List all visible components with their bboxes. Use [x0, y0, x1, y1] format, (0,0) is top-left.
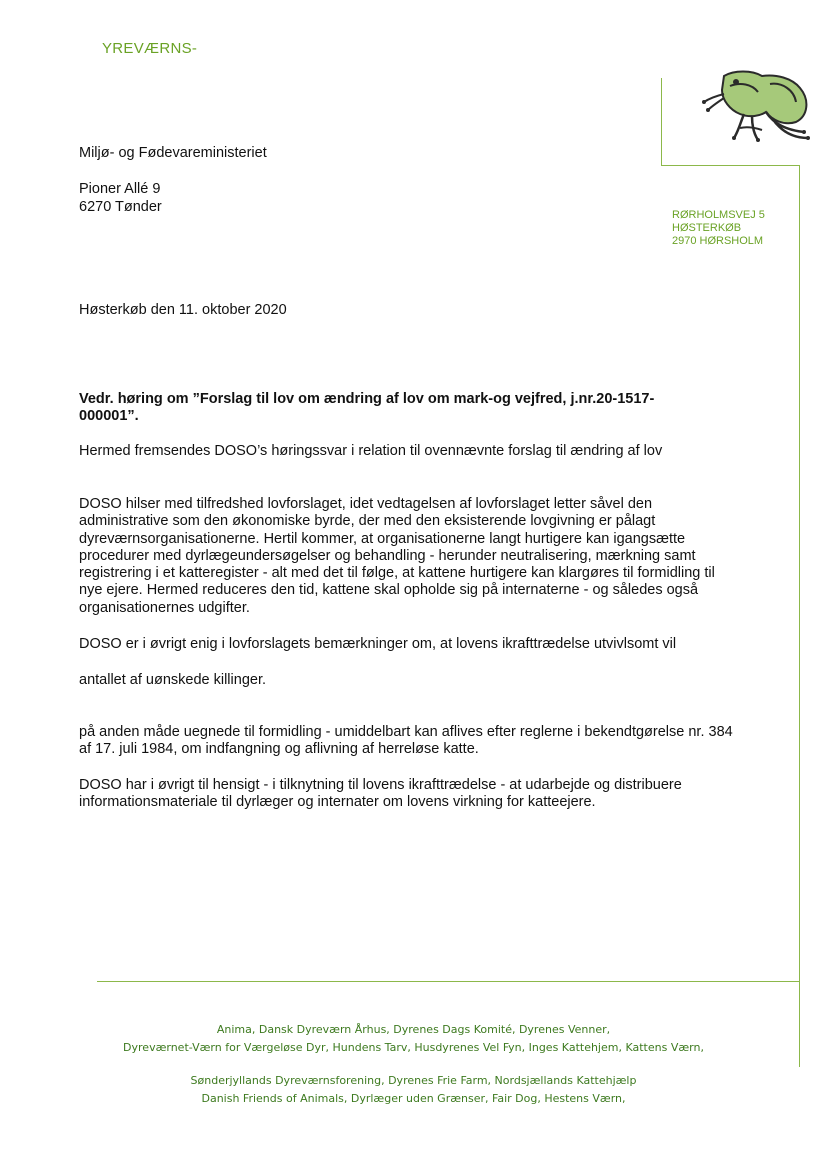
body-paragraph-3: antallet af uønskede killinger.	[79, 672, 266, 688]
footer-members	[0, 1021, 827, 1057]
letter-subject: Vedr. høring om ”Forslag til lov om ændring af lov om mark-og vejfred, j.nr.20-1517-000001”.	[79, 391, 655, 424]
frame-line-bottom	[97, 981, 800, 982]
frame-line-top-vertical	[661, 78, 662, 166]
body-paragraph-1: DOSO hilser med tilfredshed lovforslaget, idet vedtagelsen af lovforslaget letter såvel den administrative som den økonomiske byrde, der med den eksisterende lovgivning er pålagt dyreværnsorganisationerne. Hertil kommer, at organisationerne langt hurtigere kan igangsætte procedurer med dyrlægeundersøgelser og behandling - herunder neutralisering, mærkning samt registrering i et katteregister - alt med det til følge, at kattene hurtigere kan klargøres til formidling til nye ejere. Hermed reduceres den tid, kattene skal opholde sig på internaterne - og således også organisationernes udgifter.	[79, 496, 715, 616]
sender-town: HØSTERKØB	[672, 222, 742, 234]
footer-line-4: Danish Friends of Animals, Dyrlæger uden Grænser, Fair Dog, Hestens Værn,	[201, 1092, 626, 1105]
body-paragraph-5: DOSO har i øvrigt til hensigt - i tilknytning til lovens ikrafttrædelse - at udarbejde og distribuere informationsmateriale til dyrlæger og internater om lovens virkning for katteejere.	[79, 777, 682, 811]
brand-name: YREVÆRNS-	[102, 40, 198, 57]
sender-postcode: 2970 HØRSHOLM	[672, 235, 764, 247]
body-paragraph-4: på anden måde uegnede til formidling - umiddelbart kan aflives efter reglerne i bekendtgørelse nr. 384 af 17. juli 1984, om indfangning og aflivning af herreløse katte.	[79, 724, 733, 758]
recipient-street: Pioner Allé 9	[79, 181, 161, 197]
recipient-name: Miljø- og Fødevareministeriet	[79, 145, 267, 161]
frame-line-right	[799, 165, 800, 982]
footer-line-3: Sønderjyllands Dyreværnsforening, Dyrenes Frie Farm, Nordsjællands Kattehjælp	[190, 1074, 637, 1087]
footer-members-continued	[0, 1072, 827, 1108]
body-paragraph-2: DOSO er i øvrigt enig i lovforslagets bemærkninger om, at lovens ikrafttrædelse utvivlsomt vil	[79, 636, 677, 652]
sender-street: RØRHOLMSVEJ 5	[672, 209, 765, 221]
letter-date: Høsterkøb den 11. oktober 2020	[79, 302, 287, 318]
frog-logo-icon	[700, 68, 812, 146]
recipient-address	[79, 144, 267, 216]
footer-line-2: Dyreværnet-Værn for Værgeløse Dyr, Hundens Tarv, Husdyrenes Vel Fyn, Inges Kattehjem, Kattens Værn,	[123, 1041, 704, 1054]
body-intro: Hermed fremsendes DOSO’s høringssvar i relation til ovennævnte forslag til ændring af lov	[79, 443, 663, 459]
sender-address	[672, 209, 765, 248]
footer-line-1: Anima, Dansk Dyreværn Århus, Dyrenes Dags Komité, Dyrenes Venner,	[216, 1023, 611, 1036]
frame-line-top-horizontal	[661, 165, 800, 166]
recipient-city: 6270 Tønder	[79, 199, 162, 215]
